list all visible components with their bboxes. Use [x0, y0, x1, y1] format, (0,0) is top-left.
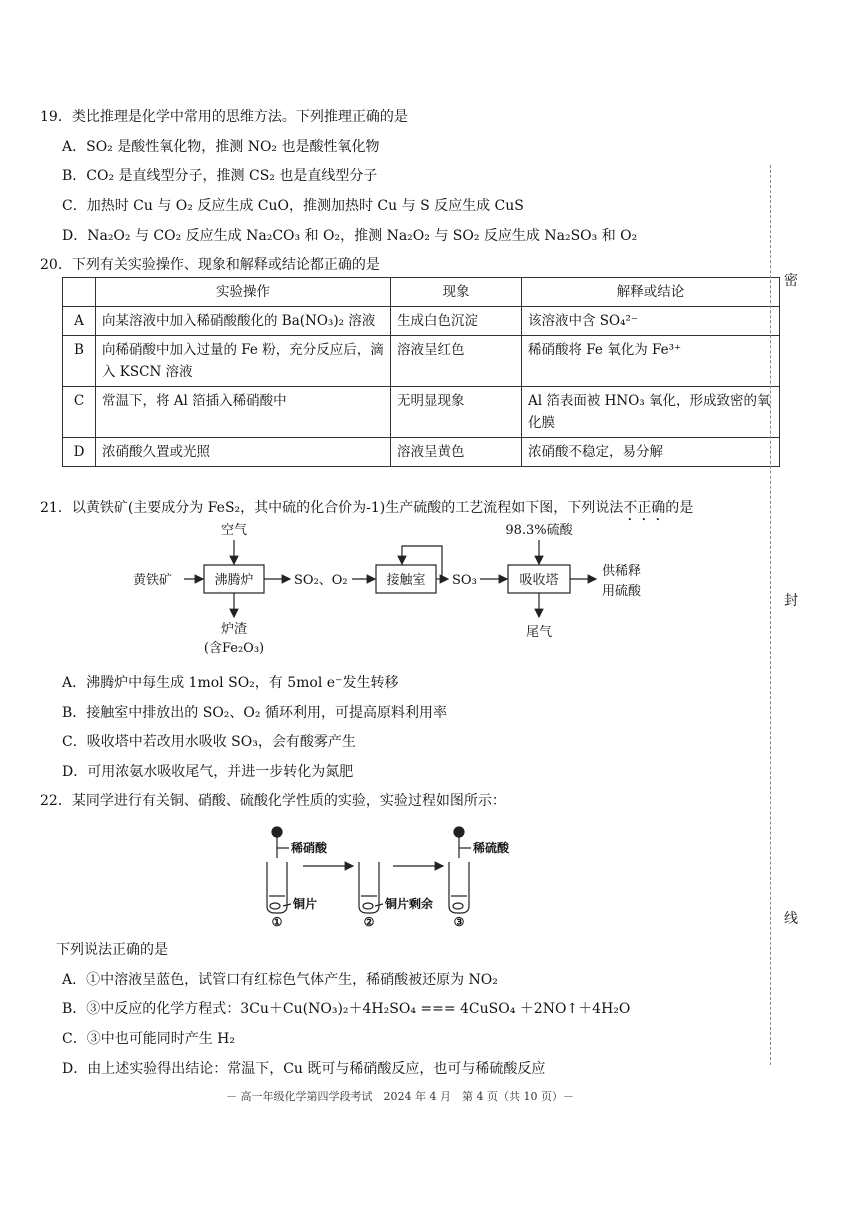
table-row — [63, 307, 780, 336]
row-operation: 常温下，将 Al 箔插入稀硝酸中 — [96, 387, 391, 438]
tube-number-3: ③ — [453, 915, 465, 929]
q21-option-b: B．接触室中排放出的 SO₂、O₂ 循环利用，可提高原料利用率 — [62, 705, 447, 721]
flow-absorber-label: 吸收塔 — [519, 573, 559, 588]
flow-contact-label: 接触室 — [386, 573, 426, 588]
q21-option-d: D．可用浓氨水吸收尾气，并进一步转化为氮肥 — [62, 764, 354, 780]
flow-furnace-label: 沸腾炉 — [214, 573, 254, 588]
q20-stem: 20．下列有关实验操作、现象和解释或结论都正确的是 — [40, 257, 380, 273]
row-phenomenon: 无明显现象 — [391, 387, 522, 438]
flow-slag-label: 炉渣 — [220, 622, 248, 637]
q22-option-c: C．③中也可能同时产生 H₂ — [62, 1031, 235, 1047]
row-id: A — [63, 307, 96, 336]
binding-mark-xian: 线 — [784, 911, 798, 927]
flow-so3-label: SO₃ — [452, 573, 477, 588]
q21-stem-post: 的是 — [665, 500, 694, 516]
row-phenomenon: 溶液呈黄色 — [391, 438, 522, 467]
q19-stem: 19．类比推理是化学中常用的思维方法。下列推理正确的是 — [40, 109, 408, 125]
row-id: B — [63, 336, 96, 387]
flow-air-label: 空气 — [220, 523, 248, 538]
q19-option-b: B．CO₂ 是直线型分子，推测 CS₂ 也是直线型分子 — [62, 168, 378, 184]
table-header: 解释或结论 — [522, 278, 780, 307]
row-operation: 浓硝酸久置或光照 — [96, 438, 391, 467]
row-id: C — [63, 387, 96, 438]
row-conclusion: Al 箔表面被 HNO₃ 氧化，形成致密的氧化膜 — [522, 387, 780, 438]
q21-option-c: C．吸收塔中若改用水吸收 SO₃，会有酸雾产生 — [62, 734, 356, 750]
row-operation: 向稀硝酸中加入过量的 Fe 粉，充分反应后，滴入 KSCN 溶液 — [96, 336, 391, 387]
page-footer: － 高一年级化学第四学段考试 2024 年 4 月 第 4 页（共 10 页）－ — [226, 1090, 574, 1103]
table-row — [63, 438, 780, 467]
flow-acid-label: 98.3%硫酸 — [505, 523, 573, 538]
table-row — [63, 387, 780, 438]
binding-mark-mi: 密 — [784, 273, 798, 289]
tube-number-2: ② — [363, 915, 375, 929]
table-header: 实验操作 — [96, 278, 391, 307]
flow-slag-note: (含Fe₂O₃) — [203, 641, 265, 656]
binding-line — [770, 165, 771, 1065]
q19-option-a: A．SO₂ 是酸性氧化物，推测 NO₂ 也是酸性氧化物 — [62, 139, 380, 155]
q21-stem-emphasis: 不正确 — [623, 500, 666, 516]
flow-gases-label: SO₂、O₂ — [294, 573, 348, 588]
q22-option-a: A．①中溶液呈蓝色，试管口有红棕色气体产生，稀硝酸被还原为 NO₂ — [62, 972, 498, 988]
row-conclusion: 稀硝酸将 Fe 氧化为 Fe³⁺ — [522, 336, 780, 387]
row-operation: 向某溶液中加入稀硝酸酸化的 Ba(NO₃)₂ 溶液 — [96, 307, 391, 336]
q22-option-d: D．由上述实验得出结论：常温下，Cu 既可与稀硝酸反应，也可与稀硫酸反应 — [62, 1061, 546, 1077]
flow-product-label-2: 用硫酸 — [602, 584, 642, 599]
flow-input-label: 黄铁矿 — [133, 573, 173, 588]
label-dilute-nitric-acid: 稀硝酸 — [291, 841, 328, 855]
row-phenomenon: 生成白色沉淀 — [391, 307, 522, 336]
test-tube-figure — [255, 818, 530, 930]
q21-stem-pre: 21．以黄铁矿(主要成分为 FeS₂，其中硫的化合价为-1)生产硫酸的工艺流程如下图，下列说法 — [40, 500, 624, 516]
experiment-table — [62, 277, 780, 467]
row-conclusion: 该溶液中含 SO₄²⁻ — [522, 307, 780, 336]
flow-tail-label: 尾气 — [525, 625, 553, 640]
label-copper-remaining: 铜片剩余 — [385, 897, 434, 911]
table-row — [63, 336, 780, 387]
label-copper-sheet: 铜片 — [293, 897, 318, 911]
row-id: D — [63, 438, 96, 467]
flow-product-label-1: 供稀释 — [602, 564, 642, 579]
q22-stem: 22．某同学进行有关铜、硝酸、硫酸化学性质的实验，实验过程如图所示： — [40, 793, 506, 809]
table-header — [63, 278, 96, 307]
table-header-row — [63, 278, 780, 307]
table-header: 现象 — [391, 278, 522, 307]
binding-mark-feng: 封 — [784, 593, 798, 609]
q22-option-b: B．③中反应的化学方程式：3Cu＋Cu(NO₃)₂＋4H₂SO₄ === 4CuSO₄ ＋2NO↑＋4H₂O — [62, 1001, 631, 1017]
q19-option-d: D．Na₂O₂ 与 CO₂ 反应生成 Na₂CO₃ 和 O₂，推测 Na₂O₂ 与 SO₂ 反应生成 Na₂SO₃ 和 O₂ — [62, 228, 638, 244]
tube-number-1: ① — [271, 915, 283, 929]
row-conclusion: 浓硝酸不稳定，易分解 — [522, 438, 780, 467]
q22-prompt: 下列说法正确的是 — [56, 942, 168, 958]
row-phenomenon: 溶液呈红色 — [391, 336, 522, 387]
label-dilute-sulfuric-acid: 稀硫酸 — [473, 841, 510, 855]
q19-option-c: C．加热时 Cu 与 O₂ 反应生成 CuO，推测加热时 Cu 与 S 反应生成 CuS — [62, 198, 524, 214]
q21-option-a: A．沸腾炉中每生成 1mol SO₂，有 5mol e⁻发生转移 — [62, 675, 399, 691]
process-flow-diagram — [120, 518, 680, 660]
